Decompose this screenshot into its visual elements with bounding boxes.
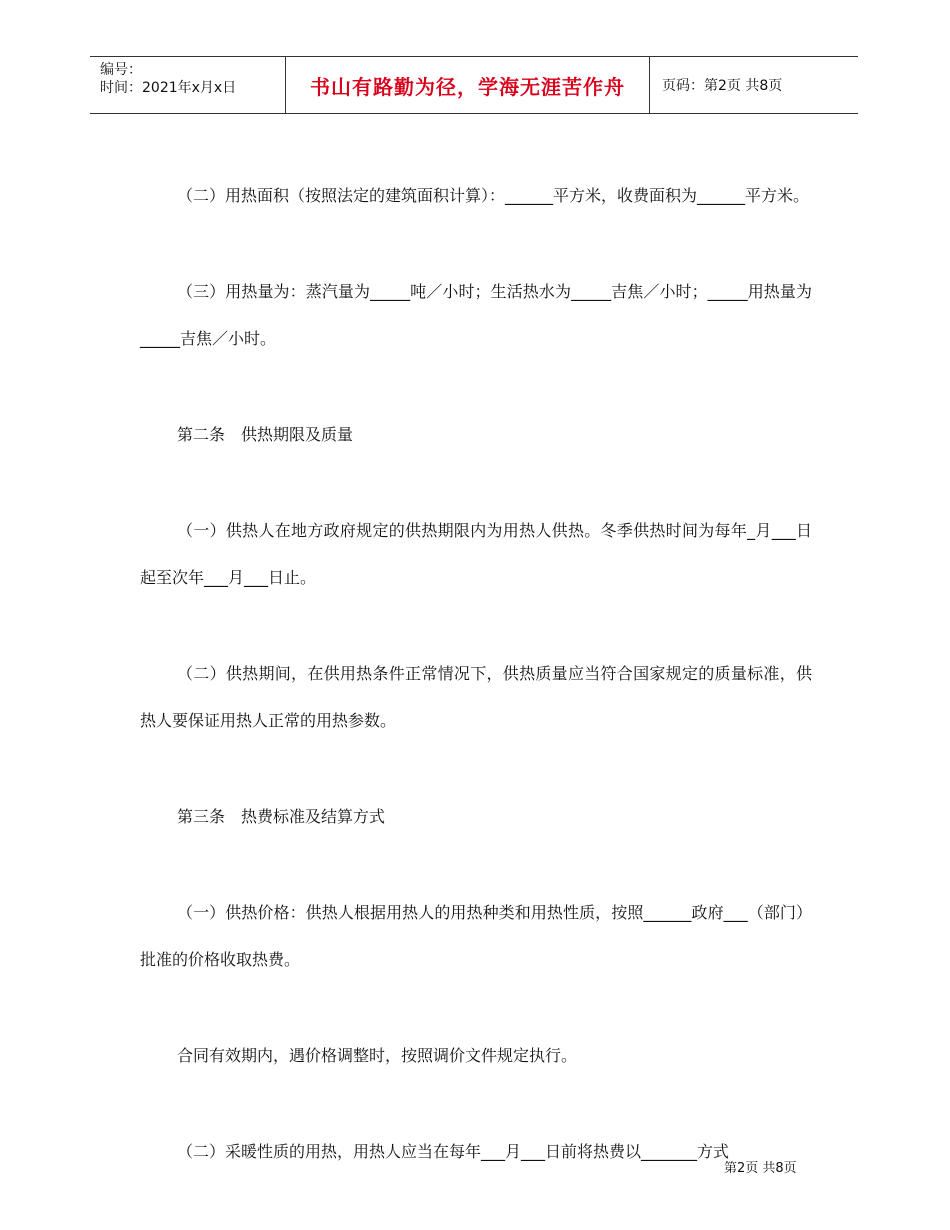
document-body: [140, 172, 812, 1224]
document-number-label: 编号：: [100, 62, 142, 78]
article-three-heading: 第三条 热费标准及结算方式: [177, 807, 386, 826]
header-page-indicator: 页码：第2页 共8页: [662, 78, 783, 94]
paragraph-heat-quantity: （三）用热量为：蒸汽量为_____吨／小时；生活热水为_____吉焦／小时；_____用热量为_____吉焦／小时。: [140, 282, 812, 348]
paragraph-payment: （二）采暖性质的用热，用热人应当在每年___月___日前将热费以_______方式: [177, 1142, 730, 1161]
page-footer-indicator: 第2页 共8页: [724, 1161, 797, 1176]
document-time-label: 时间：2021年x月x日: [100, 80, 237, 96]
paragraph-price-adjustment: 合同有效期内，遇价格调整时，按照调价文件规定执行。: [177, 1046, 578, 1065]
paragraph-heating-price: （一）供热价格：供热人根据用热人的用热种类和用热性质，按照______政府___（部门）批准的价格收取热费。: [140, 903, 812, 969]
paragraph-heating-period: （一）供热人在地方政府规定的供热期限内为用热人供热。冬季供热时间为每年_月___日起至次年___月___日止。: [140, 521, 812, 587]
page-header: [90, 56, 858, 114]
header-meta-cell: [90, 57, 286, 113]
article-two-heading: 第二条 供热期限及质量: [177, 425, 354, 444]
paragraph-heating-quality: （二）供热期间，在供用热条件正常情况下，供热质量应当符合国家规定的质量标准，供热人要保证用热人正常的用热参数。: [140, 664, 812, 730]
header-motto: 书山有路勤为径，学海无涯苦作舟: [286, 57, 650, 113]
paragraph-heating-area: （二）用热面积（按照法定的建筑面积计算）：______平方米，收费面积为______平方米。: [177, 186, 810, 205]
